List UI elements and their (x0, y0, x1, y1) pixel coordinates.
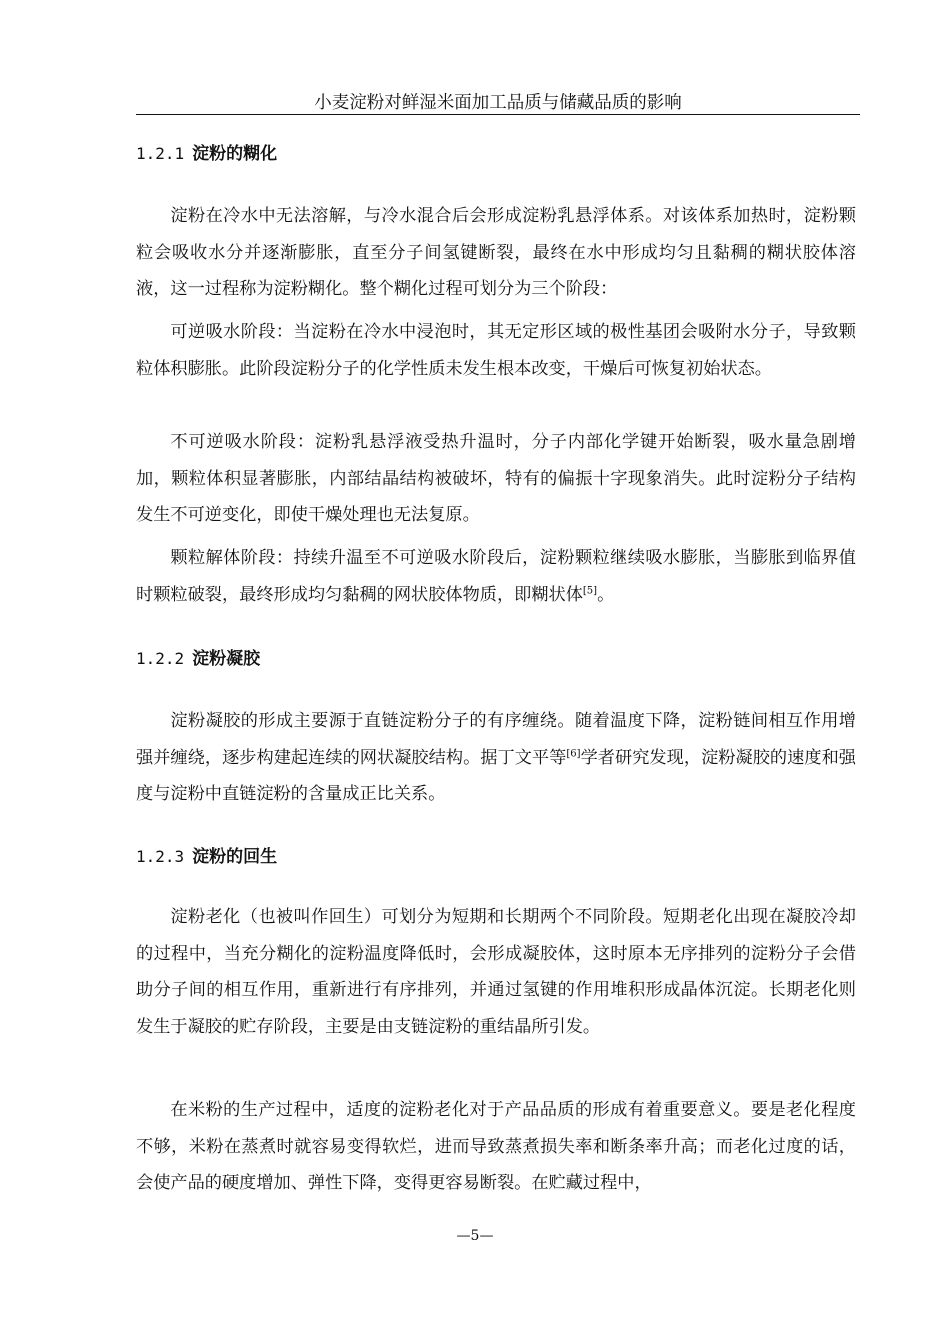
section-number: 1.2.3 (136, 847, 185, 866)
paragraph: 不可逆吸水阶段：淀粉乳悬浮液受热升温时，分子内部化学键开始断裂，吸水量急剧增加，颗粒体积显著膨胀，内部结晶结构被破坏，特有的偏振十字现象消失。此时淀粉分子结构发生不可逆变化，即使干燥处理也无法复原。 (136, 432, 856, 525)
citation: [6] (566, 747, 581, 759)
paragraph (136, 703, 856, 813)
section-title: 淀粉的回生 (192, 847, 278, 867)
paragraph: 淀粉在冷水中无法溶解，与冷水混合后会形成淀粉乳悬浮体系。对该体系加热时，淀粉颗粒会吸收水分并逐渐膨胀，直至分子间氢键断裂，最终在水中形成均匀且黏稠的糊状胶体溶液，这一过程称为淀粉糊化。整个糊化过程可划分为三个阶段： (136, 206, 856, 299)
section-heading-1-2-2 (136, 647, 260, 671)
paragraph-text: 淀粉凝胶的形成主要源于直链淀粉分子的有序缠绕。随着温度下降，淀粉链间相互作用增强并缠绕，逐步构建起连续的网状凝胶结构。据丁文平等 (136, 711, 856, 768)
section-heading-1-2-1 (136, 142, 277, 166)
paragraph: 淀粉老化（也被叫作回生）可划分为短期和长期两个不同阶段。短期老化出现在凝胶冷却的过程中，当充分糊化的淀粉温度降低时，会形成凝胶体，这时原本无序排列的淀粉分子会借助分子间的相互作用，重新进行有序排列，并通过氢键的作用堆积形成晶体沉淀。长期老化则发生于凝胶的贮存阶段，主要是由支链淀粉的重结晶所引发。 (136, 907, 856, 1037)
section-number: 1.2.2 (136, 649, 185, 668)
paragraph-text: 。 (597, 584, 615, 605)
section-title: 淀粉的糊化 (192, 144, 278, 164)
paragraph-text: 学者研究发现，淀粉凝胶的速度和强度与淀粉中直链淀粉的含量成正比关系。 (136, 747, 856, 804)
section-number: 1.2.1 (136, 144, 185, 163)
section-heading-1-2-3 (136, 845, 277, 869)
section-title: 淀粉凝胶 (192, 649, 261, 669)
citation: [5] (582, 584, 598, 596)
paragraph: 可逆吸水阶段：当淀粉在冷水中浸泡时，其无定形区域的极性基团会吸附水分子，导致颗粒体积膨胀。此阶段淀粉分子的化学性质未发生根本改变，干燥后可恢复初始状态。 (136, 322, 856, 379)
page-number: —5— (456, 1228, 494, 1244)
paragraph: 在米粉的生产过程中，适度的淀粉老化对于产品品质的形成有着重要意义。要是老化程度不够，米粉在蒸煮时就容易变得软烂，进而导致蒸煮损失率和断条率升高；而老化过度的话，会使产品的硬度增加、弹性下降，变得更容易断裂。在贮藏过程中， (136, 1100, 856, 1193)
running-header: 小麦淀粉对鲜湿米面加工品质与储藏品质的影响 (136, 92, 860, 115)
paragraph-text: 颗粒解体阶段：持续升温至不可逆吸水阶段后，淀粉颗粒继续吸水膨胀，当膨胀到临界值时颗粒破裂，最终形成均匀黏稠的网状胶体物质，即糊状体 (136, 548, 856, 605)
paragraph (136, 540, 856, 613)
